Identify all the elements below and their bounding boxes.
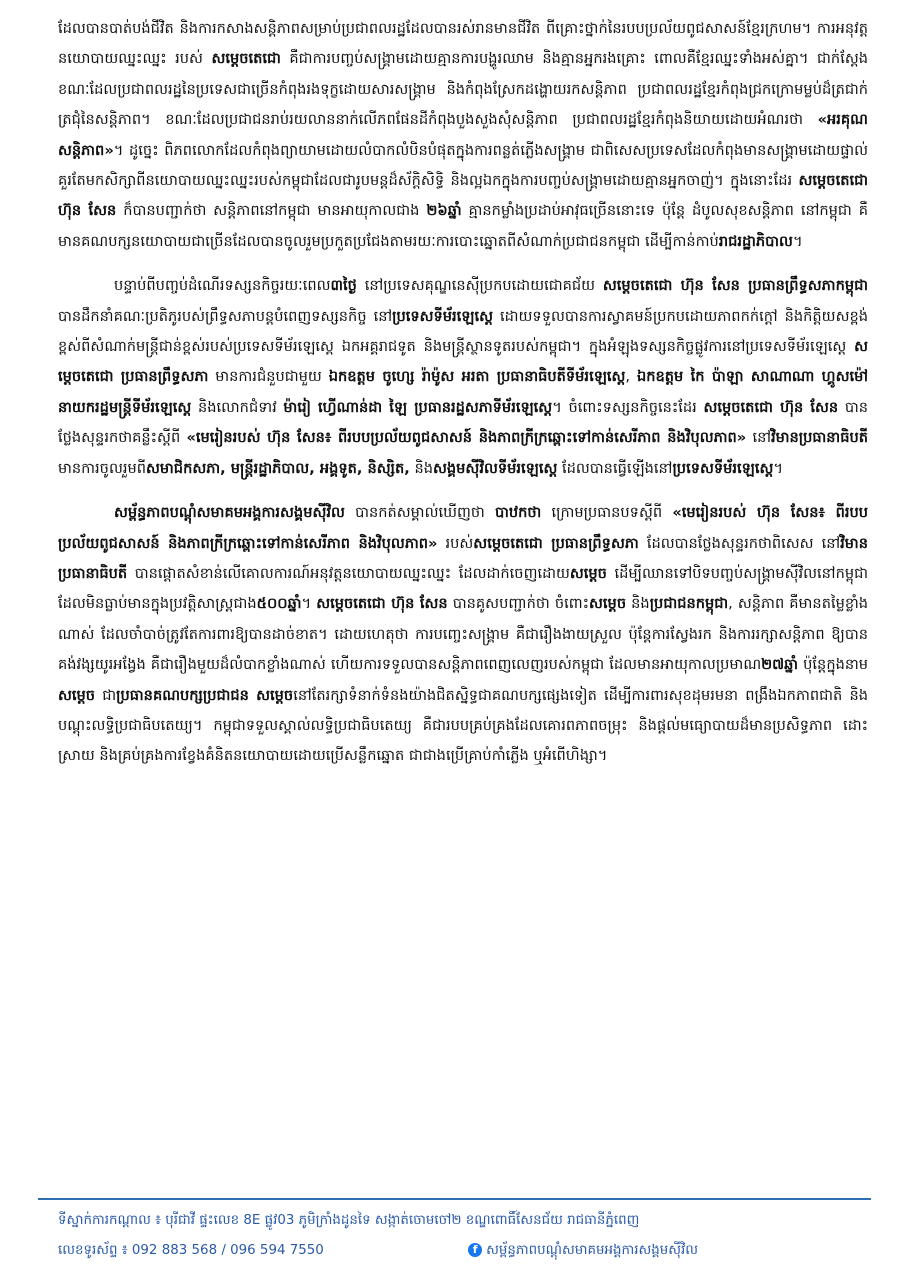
text-run: ។ ដូច្នេះ ពិភពលោកដែលកំពុងព្យាយាមដោយលំបាកលំបិនបំផុតក្នុងការពន្លត់ភ្លើងសង្គ្រាម ជាពិសេសប្រទេសដែលកំពុងមានសង្គ្រាមដោយផ្ទាល់គួរតែមកសិក្សាពីនយោបាយឈ្នះឈ្នះរបស់កម្ពុជាដែលជារូបមន្តដ៏ស័ក្តិសិទ្ធិ និងល្អឯកក្នុងការបញ្ចប់សង្គ្រាមដោយគ្មានអ្នកចាញ់។ ក្នុងនោះដែរ — [58, 141, 868, 190]
bold-text-run: សម្តេច — [256, 686, 294, 704]
text-run: ប៉ុន្តែក្នុងនាម — [798, 656, 868, 674]
text-run: និង — [409, 459, 433, 477]
text-run: ក្រោមប្រធានបទស្តីពី — [541, 504, 673, 522]
text-run: របស់ — [437, 534, 474, 552]
footer-divider — [38, 1198, 871, 1200]
bold-text-run: រាជរដ្ឋាភិបាល — [718, 232, 793, 250]
bold-text-run: ម៉ារៀ ហ្វើណាន់ដា ឡៃ ប្រធានរដ្ឋសភាទីម័រឡេស្តេ — [283, 398, 553, 416]
bold-text-run: «អរគុណសន្តិភាព» — [58, 111, 868, 159]
text-run: និងលោកជំទាវ — [191, 398, 284, 416]
bold-text-run: សម្តេចតេជោ — [211, 50, 281, 68]
text-run: បន្ទាប់ពីបញ្ចប់ដំណើរទស្សនកិច្ចរយៈពេល — [114, 277, 331, 295]
text-run: នៅប្រទេសគុណ្ឌនេស៊ីប្រកបដោយជោគជ័យ — [356, 277, 603, 295]
text-run: , សន្តិភាព គឺមានតម្លៃខ្លាំងណាស់ ដែលចាំបាច់ត្រូវតែការពារឱ្យបាន​ដាច់ខាត។ ដោយហេតុថា ការបញ្ចេះសង្គ្រាម គឺជារឿងងាយស្រួល ប៉ុន្តែការស្វែងរក និងការរក្សាសន្តិភាព ឱ្យបានគង់វង្សយូរអង្វែង គឺជារឿងមួយដ៏លំបាកខ្លាំងណាស់ ហើយការទទួលបានសន្តិភាពពេញលេញរបស់កម្ពុជា ដែលមានអាយុកាលប្រមាណ — [58, 595, 869, 674]
bold-text-run: សម្តេចតេជោ ហ៊ុន សែន — [58, 172, 868, 220]
text-run: បានផ្តោតសំខាន់លើគោលការណ៍អនុវត្តនយោបាយឈ្នះឈ្នះ ដែលដាក់ចេញដោយ — [127, 564, 570, 582]
bold-text-run: ប្រជាជនកម្ពុជា — [649, 595, 729, 613]
facebook-icon: f — [468, 1243, 482, 1257]
document-body — [58, 14, 868, 772]
text-run: ជា — [95, 686, 117, 704]
bold-text-run: សម្តេច — [58, 686, 96, 704]
paragraph-2 — [58, 271, 868, 484]
text-run: គ្មានកម្លាំងប្រដាប់អាវុធច្រើននោះទេ ប៉ុន្តែ ដំបូលសុខសន្តិភាព នៅកម្ពុជា គឺមានគណបក្សនយោបាយជាច្រើនដែលបានចូលរួមប្រកួតប្រជែងតាមរយៈការបោះឆ្នោតពីសំណាក់ប្រជាជនកម្ពុជា ដើម្បីកាន់កាប់ — [58, 202, 869, 250]
bold-text-run: ៣ថ្ងៃ — [330, 277, 357, 295]
bold-text-run: ប្រទេសទីម័រឡេស្តេ — [672, 459, 774, 477]
text-run: ដែលបានបាត់បង់ជីវិត និងការកសាងសន្តិភាពសម្រាប់ប្រជាពលរដ្ឋដែលបានរស់រានមានជីវិត ពីគ្រោះថ្នាក់នៃរបបប្រល័យពូជសាសន៍ខ្មែរក្រហម។ ការអនុវត្តនយោបាយឈ្នះឈ្នះ របស់ — [58, 20, 868, 68]
text-run: បានកត់សម្គាល់ឃើញថា — [344, 504, 495, 522]
bold-text-run: បាឋកថា — [494, 504, 542, 522]
bold-text-run: សម្តេច — [569, 564, 607, 582]
bold-text-run: ឯកឧត្តម កៃ ប៉ាឡា សាណាណា ហ្គូសម៉ៅ នាយករដ្ឋមន្ត្រីទីម័រឡេស្តេ — [58, 368, 868, 416]
text-run: ។ — [773, 459, 783, 477]
bold-text-run: «មេរៀនរបស់ ហ៊ុន សែន៖ ពីរបបប្រល័យពូជសាសន៍ និងភាពក្រីក្រឆ្ពោះទៅកាន់សេរីភាព និងវិបុលភាព» — [58, 504, 869, 552]
paragraph-1 — [58, 14, 868, 257]
text-run: , — [625, 368, 637, 386]
bold-text-run: ២៦ឆ្នាំ — [426, 202, 462, 220]
text-run: មានការចូលរួមពី — [58, 459, 147, 477]
text-run: នៅតែរក្សាទំនាក់ទំនងយ៉ាងជិតស្និទ្ធជាគណបក្សផ្សេងទៀត ដើម្បីការពារសុខដុមរមនា ពង្រឹងឯកភាពជាតិ និងបណ្តុះលទ្ធិប្រជាធិបតេយ្យ។ កម្ពុជាទទួលស្គាល់លទ្ធិប្រជាធិបតេយ្យ គឺជារបបគ្រប់គ្រងដែលគោរពភាពចម្រុះ និងផ្តល់មធ្យោបាយដ៏មានប្រសិទ្ធភាព ដោះស្រាយ និងគ្រប់គ្រងការខ្វែងគំនិតនយោបាយដោយប្រើសន្លឹកឆ្នោត ជាជាងប្រើគ្រាប់កាំភ្លើង ឬអំពើហិង្សា។ — [58, 686, 868, 765]
bold-text-run: សម្ព័ន្ធភាពបណ្តុំសមាគមអង្គការសង្គមស៊ីវិល — [114, 504, 345, 522]
text-run: ក៏បានបញ្ជាក់ថា សន្តិភាពនៅកម្ពុជា មានអាយុកាលជាង — [116, 202, 427, 220]
text-run: ។ — [301, 595, 317, 613]
text-run: នៅ — [746, 429, 772, 447]
bold-text-run: «មេរៀនរបស់ ហ៊ុន សែន៖ ពីរបបប្រល័យពូជសាសន៍ និងភាពក្រីក្រឆ្ពោះទៅកាន់សេរីភាព និងវិបុលភាព» — [186, 429, 747, 447]
text-run: ដើម្បីឈានទៅបិទបញ្ចប់សង្គ្រាមស៊ីវិលនៅកម្ពុជា ដែលមិនធ្លាប់មានក្នុងប្រវត្តិសាស្ត្រជាង — [58, 564, 868, 613]
text-run: ដែលបានធ្វើឡើងនៅ — [557, 459, 673, 477]
bold-text-run: សម្តេចតេជោ ហ៊ុន សែន — [316, 595, 448, 613]
bold-text-run: វិមានប្រធានាធិបតី — [58, 534, 868, 582]
text-run: គឺជាការបញ្ចប់សង្គ្រាមដោយគ្មានការបង្ហូរឈាម និងគ្មានអ្នករងគ្រោះ ពោលគឺខ្មែរឈ្នះទាំងអស់គ្នា។ ជាក់ស្តែង ខណៈដែលប្រជាពលរដ្ឋនៃប្រទេសជាច្រើនកំពុងរងទុក្ខដោយសារសង្គ្រាម និងកំពុងស្រែកដង្ហោយរកសន្តិភាព ប្រជាពលរដ្ឋខ្មែរកំពុងជ្រកក្រោមម្លប់ដ៏ត្រជាក់ត្រជុំនៃសន្តិភាព។ ខណៈដែលប្រជាជនរាប់រយលាននាក់លើភពផែនដីកំពុងបួងសួងសុំសន្តិភាព ប្រជាពលរដ្ឋខ្មែរកំពុងនិយាយដោយអំណរថា — [58, 50, 868, 129]
bold-text-run: ប្រទេសទីម័រឡេស្តេ — [392, 307, 494, 325]
bold-text-run: សង្គមស៊ីវិលទីម័រឡេស្តេ — [433, 459, 558, 477]
text-run: ដែលបានថ្លែងសុន្ទរកថាពិសេស នៅ — [638, 534, 841, 552]
bold-text-run: សម្តេចតេជោ ហ៊ុន សែន ប្រធានព្រឹទ្ធសភាកម្ពុជា — [602, 277, 868, 295]
text-run: បានដឹកនាំគណៈប្រតិភូរបស់ព្រឹទ្ធសភាបន្តបំពេញទស្សនកិច្ច នៅ — [58, 307, 393, 325]
bold-text-run: ឯកឧត្តម ចូហ្សេ រ៉ាម៉ូស អរតា ប្រធានាធិបតីទីម័រឡេស្តេ — [328, 368, 626, 386]
footer-facebook-page: សម្ព័ន្ធភាពបណ្តុំសមាគមអង្គការសង្គមស៊ីវិល — [486, 1243, 698, 1258]
bold-text-run: សមាជិកសភា, មន្ត្រីរដ្ឋាភិបាល, អង្គទូត, និស្សិត, — [146, 459, 410, 477]
text-run: ។ — [792, 232, 803, 250]
text-run: និង — [626, 595, 650, 613]
paragraph-3 — [58, 498, 868, 772]
footer-address: ទីស្នាក់ការកណ្តាល ៖ បុរីជាវី ផ្ទះលេខ 8E ផ្លូវ03 ភូមិក្រាំងដូនទៃ សង្កាត់ចោមចៅ២ ខណ្ឌពោធិ៍សែនជ័យ រាជធានីភ្នំពេញ — [58, 1213, 640, 1228]
bold-text-run: សម្តេច — [589, 595, 627, 613]
text-run: បានថ្លែងសុន្ទរកថាគន្លឹះស្តីពី — [58, 398, 868, 447]
footer-contact-row — [58, 1236, 878, 1266]
text-run: ដោយទទួលបានការស្វាគមន៍ប្រកបដោយភាពកក់ក្តៅ និងកិត្តិយសខ្ពង់ខ្ពស់ពីសំណាក់មន្ត្រីជាន់ខ្ពស់របស់ប្រទេសទីម័រឡេស្តេ ឯកអគ្គរាជទូត និងមន្ត្រីស្ថានទូតរបស់កម្ពុជា។ ក្នុងអំឡុងទស្សនកិច្ចផ្លូវការនៅប្រទេសទីម័រឡេស្តេ — [58, 307, 868, 356]
footer-phone: លេខទូរស័ព្ទ ៖ 092 883 568 / 096 594 7550 — [58, 1243, 324, 1258]
text-run: ។ ចំពោះទស្សនកិច្ចនេះដែរ — [552, 398, 704, 416]
footer — [58, 1206, 878, 1266]
bold-text-run: ប្រធានគណបក្សប្រជាជន — [116, 686, 249, 704]
bold-text-run: សម្តេចតេជោ ហ៊ុន សែន — [703, 398, 839, 416]
bold-text-run: ៥០០ឆ្នាំ — [256, 595, 302, 613]
bold-text-run: សម្តេចតេជោ ប្រធានព្រឹទ្ធសភា — [58, 338, 868, 386]
footer-facebook[interactable] — [468, 1236, 698, 1266]
bold-text-run: វិមានប្រធានាធិបតី — [771, 429, 868, 447]
text-run: មានការជំនួបជាមួយ — [208, 368, 329, 386]
bold-text-run: ២៧ឆ្នាំ — [761, 656, 799, 674]
bold-text-run: សម្តេចតេជោ ប្រធានព្រឹទ្ធសភា — [473, 534, 639, 552]
text-run: បានគូសបញ្ជាក់ថា ចំពោះ — [447, 595, 590, 613]
